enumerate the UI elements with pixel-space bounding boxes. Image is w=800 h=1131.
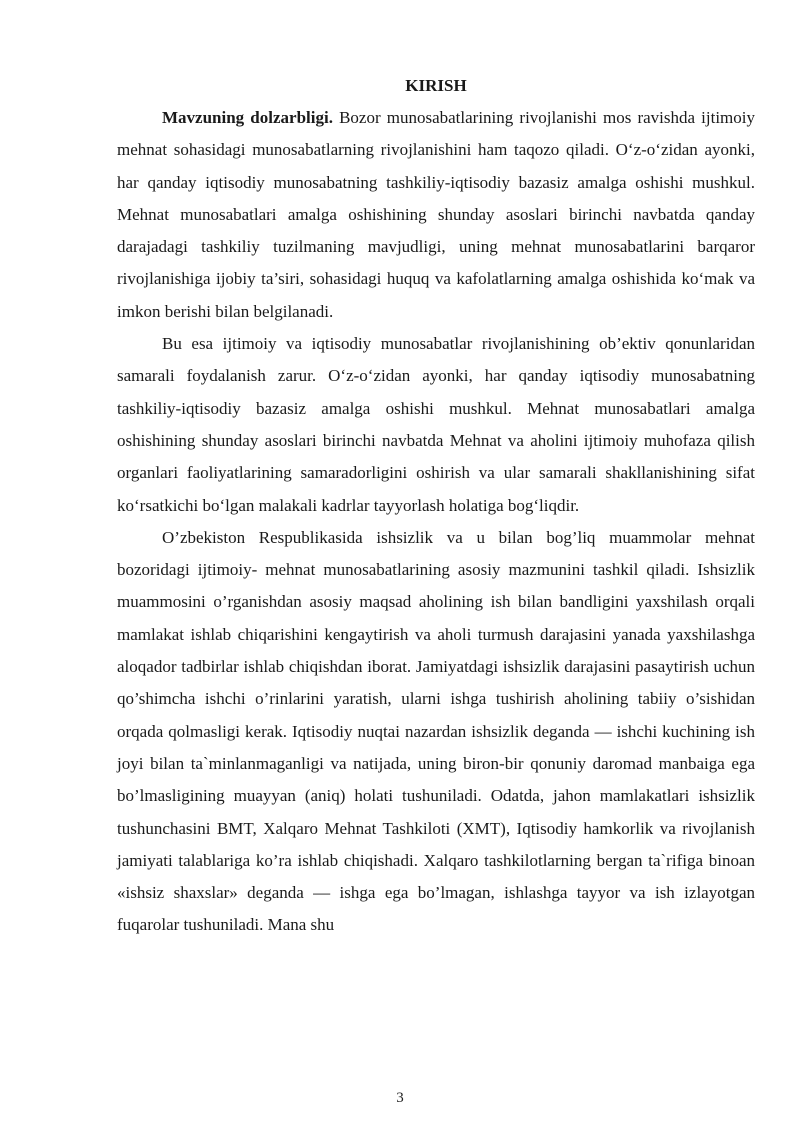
- paragraph-1: [117, 102, 755, 328]
- paragraph-lead: Mavzuning dolzarbligi.: [162, 108, 333, 127]
- paragraph-2: [117, 328, 755, 522]
- paragraph-text: Bu esa ijtimoiy va iqtisodiy munosabatlar rivojlanishining ob’ektiv qonunlaridan samarali foydalanish zarur. O‘z-o‘zidan ayonki, har qanday iqtisodiy munosabatning tashkiliy-iqtisodiy bazasiz amalga oshishi mushkul. Mehnat munosabatlari amalga oshishining shunday asoslari birinchi navbatda Mehnat va aholini ijtimoiy muhofaza qilish organlari faoliyatlarining samaradorligini oshirish va ular samarali shakllanishining sifat ko‘rsatkichi bo‘lgan malakali kadrlar tayyorlash holatiga bog‘liqdir.: [117, 334, 755, 515]
- document-page: [117, 70, 755, 942]
- section-title: KIRISH: [405, 76, 467, 95]
- paragraph-3: [117, 522, 755, 942]
- paragraph-text: O’zbekiston Respublikasida ishsizlik va u bilan bog’liq muammolar mehnat bozoridagi ijtimoiy- mehnat munosabatlarining asosiy mazmunini tashkil qiladi. Ishsizlik muammosini o’rganishdan asosiy maqsad aholining ish bilan bandligini yaxshilash orqali mamlakat ishlab chiqarishini kengaytirish va aholi turmush darajasini yanada yaxshilashga aloqador tadbirlar ishlab chiqishdan iborat. Jamiyatdagi ishsizlik darajasini pasaytirish uchun qo’shimcha ishchi o’rinlarini yaratish, ularni ishga tushirish aholining tabiiy o’sishidan orqada qolmasligi kerak. Iqtisodiy nuqtai nazardan ishsizlik deganda — ishchi kuchining ish joyi bilan ta`minlanmaganligi va natijada, uning biron-bir qonuniy daromad manbaiga ega bo’lmasligining muayyan (aniq) holati tushuniladi. Odatda, jahon mamlakatlari ishsizlik tushunchasini BMT, Xalqaro Mehnat Tashkiloti (XMT), Iqtisodiy hamkorlik va rivojlanish jamiyati talablariga ko’ra ishlab chiqishadi. Xalqaro tashkilotlarning bergan ta`rifiga binoan «ishsiz shaxslar» deganda — ishga ega bo’lmagan, ishlashga tayyor va ish izlayotgan fuqarolar tushuniladi. Mana shu: [117, 527, 755, 935]
- paragraph-text: Bozor munosabatlarining rivojlanishi mos ravishda ijtimoiy mehnat sohasidagi munosabatlarning rivojlanishini ham taqozo qiladi. O‘z-o‘zidan ayonki, har qanday iqtisodiy munosabatning tashkiliy-iqtisodiy bazasiz amalga oshishi mushkul. Mehnat munosabatlari amalga oshishining shunday asoslari birinchi navbatda qanday darajadagi tashkiliy tuzilmaning mavjudligi, uning mehnat munosabatlarini barqaror rivojlanishiga ijobiy ta’siri, sohasidagi huquq va kafolatlarning amalga oshishida ko‘mak va imkon berishi bilan belgilanadi.: [117, 108, 755, 321]
- page-number: 3: [396, 1090, 404, 1106]
